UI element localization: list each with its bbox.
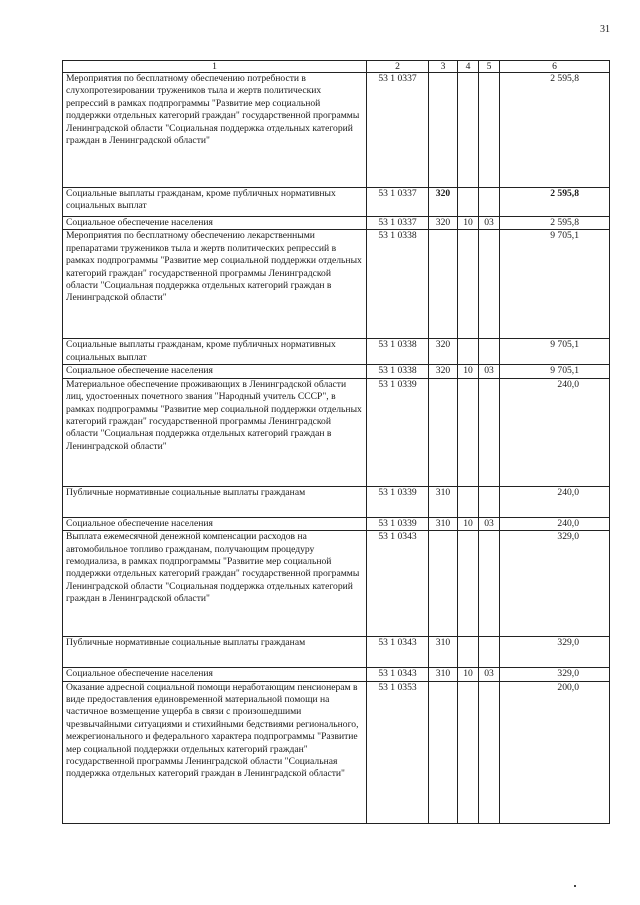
row-pr bbox=[479, 637, 500, 668]
row-name: Оказание адресной социальной помощи неработающим пенсионерам в виде предоставления единовременной материальной помощи на частичное возмещение ущерба в связи с произошедшими чрезвычайными ситуациями и стихийными бедствиями регионального, межрегионального и федерального характера подпрограммы "Развитие мер социальной поддержки отдельных категорий граждан" государственной программы Ленинградской области "Социальная поддержка отдельных категорий граждан в Ленинградской области" bbox=[63, 681, 367, 823]
row-vr bbox=[429, 378, 458, 486]
row-code: 53 1 0337 bbox=[367, 217, 429, 230]
header-col-1: 1 bbox=[63, 61, 367, 73]
row-rz bbox=[458, 681, 479, 823]
row-sum: 329,0 bbox=[500, 668, 610, 681]
row-pr: 03 bbox=[479, 517, 500, 530]
row-vr bbox=[429, 681, 458, 823]
row-rz bbox=[458, 230, 479, 339]
row-rz bbox=[458, 486, 479, 517]
table-row bbox=[63, 73, 610, 188]
row-rz: 10 bbox=[458, 217, 479, 230]
table-row bbox=[63, 637, 610, 668]
row-pr bbox=[479, 378, 500, 486]
row-code: 53 1 0343 bbox=[367, 637, 429, 668]
row-name: Выплата ежемесячной денежной компенсации расходов на автомобильное топливо гражданам, получающим процедуру гемодиализа, в рамках подпрограммы "Развитие мер социальной поддержки отдельных категорий граждан" государственной программы Ленинградской области "Социальная поддержка отдельных категорий граждан в Ленинградской области" bbox=[63, 531, 367, 637]
row-pr: 03 bbox=[479, 365, 500, 378]
row-name: Социальное обеспечение населения bbox=[63, 668, 367, 681]
table-row bbox=[63, 378, 610, 486]
row-vr: 320 bbox=[429, 365, 458, 378]
row-rz bbox=[458, 73, 479, 188]
table-row bbox=[63, 230, 610, 339]
row-pr bbox=[479, 339, 500, 365]
header-col-6: 6 bbox=[500, 61, 610, 73]
row-rz bbox=[458, 531, 479, 637]
row-vr bbox=[429, 73, 458, 188]
header-col-4: 4 bbox=[458, 61, 479, 73]
row-vr: 320 bbox=[429, 339, 458, 365]
page-number: 31 bbox=[600, 24, 610, 35]
scan-speck bbox=[574, 885, 576, 887]
row-name: Социальные выплаты гражданам, кроме публичных нормативных социальных выплат bbox=[63, 339, 367, 365]
row-rz: 10 bbox=[458, 365, 479, 378]
row-sum: 240,0 bbox=[500, 517, 610, 530]
row-sum: 2 595,8 bbox=[500, 188, 610, 217]
row-code: 53 1 0338 bbox=[367, 230, 429, 339]
row-code: 53 1 0339 bbox=[367, 486, 429, 517]
row-name: Социальное обеспечение населения bbox=[63, 365, 367, 378]
row-code: 53 1 0339 bbox=[367, 517, 429, 530]
row-rz bbox=[458, 378, 479, 486]
table-row bbox=[63, 339, 610, 365]
row-code: 53 1 0339 bbox=[367, 378, 429, 486]
header-col-3: 3 bbox=[429, 61, 458, 73]
row-sum: 2 595,8 bbox=[500, 217, 610, 230]
table-row bbox=[63, 486, 610, 517]
row-name: Социальное обеспечение населения bbox=[63, 217, 367, 230]
row-sum: 329,0 bbox=[500, 531, 610, 637]
row-name: Социальное обеспечение населения bbox=[63, 517, 367, 530]
row-code: 53 1 0337 bbox=[367, 188, 429, 217]
row-sum: 240,0 bbox=[500, 378, 610, 486]
row-pr bbox=[479, 681, 500, 823]
row-sum: 329,0 bbox=[500, 637, 610, 668]
row-sum: 240,0 bbox=[500, 486, 610, 517]
row-rz bbox=[458, 188, 479, 217]
row-pr: 03 bbox=[479, 668, 500, 681]
row-name: Социальные выплаты гражданам, кроме публичных нормативных социальных выплат bbox=[63, 188, 367, 217]
row-name: Мероприятия по бесплатному обеспечению потребности в слухопротезировании тружеников тыла и жертв политических репрессий в рамках подпрограммы "Развитие мер социальной поддержки отдельных категорий граждан" государственной программы Ленинградской области "Социальная поддержка отдельных категорий граждан в Ленинградской области" bbox=[63, 73, 367, 188]
row-code: 53 1 0353 bbox=[367, 681, 429, 823]
row-code: 53 1 0338 bbox=[367, 339, 429, 365]
row-name: Мероприятия по бесплатному обеспечению лекарственными препаратами тружеников тыла и жертв политических репрессий в рамках подпрограммы "Развитие мер социальной поддержки отдельных категорий граждан" государственной программы Ленинградской области "Социальная поддержка отдельных категорий граждан в Ленинградской области" bbox=[63, 230, 367, 339]
table-row bbox=[63, 517, 610, 530]
row-pr bbox=[479, 73, 500, 188]
row-name: Публичные нормативные социальные выплаты гражданам bbox=[63, 637, 367, 668]
table-row bbox=[63, 531, 610, 637]
row-rz bbox=[458, 637, 479, 668]
table-row bbox=[63, 188, 610, 217]
row-vr: 320 bbox=[429, 188, 458, 217]
table-row bbox=[63, 217, 610, 230]
row-vr: 310 bbox=[429, 668, 458, 681]
row-pr bbox=[479, 230, 500, 339]
row-sum: 9 705,1 bbox=[500, 339, 610, 365]
row-vr: 310 bbox=[429, 637, 458, 668]
row-pr bbox=[479, 188, 500, 217]
row-sum: 2 595,8 bbox=[500, 73, 610, 188]
header-col-5: 5 bbox=[479, 61, 500, 73]
row-vr: 320 bbox=[429, 217, 458, 230]
row-vr bbox=[429, 531, 458, 637]
row-rz bbox=[458, 339, 479, 365]
row-name: Публичные нормативные социальные выплаты гражданам bbox=[63, 486, 367, 517]
row-code: 53 1 0343 bbox=[367, 668, 429, 681]
row-vr: 310 bbox=[429, 486, 458, 517]
row-rz: 10 bbox=[458, 517, 479, 530]
row-vr: 310 bbox=[429, 517, 458, 530]
row-sum: 9 705,1 bbox=[500, 365, 610, 378]
row-code: 53 1 0337 bbox=[367, 73, 429, 188]
row-name: Материальное обеспечение проживающих в Ленинградской области лиц, удостоенных почетного звания "Народный учитель СССР", в рамках подпрограммы "Развитие мер социальной поддержки отдельных категорий граждан" государственной программы Ленинградской области "Социальная поддержка отдельных категорий граждан в Ленинградской области" bbox=[63, 378, 367, 486]
budget-table bbox=[62, 60, 610, 824]
row-pr bbox=[479, 531, 500, 637]
row-code: 53 1 0343 bbox=[367, 531, 429, 637]
table-row bbox=[63, 668, 610, 681]
row-rz: 10 bbox=[458, 668, 479, 681]
row-sum: 200,0 bbox=[500, 681, 610, 823]
row-code: 53 1 0338 bbox=[367, 365, 429, 378]
row-sum: 9 705,1 bbox=[500, 230, 610, 339]
row-pr: 03 bbox=[479, 217, 500, 230]
table-row bbox=[63, 365, 610, 378]
table-row bbox=[63, 681, 610, 823]
header-col-2: 2 bbox=[367, 61, 429, 73]
table-header-row bbox=[63, 61, 610, 73]
row-pr bbox=[479, 486, 500, 517]
row-vr bbox=[429, 230, 458, 339]
